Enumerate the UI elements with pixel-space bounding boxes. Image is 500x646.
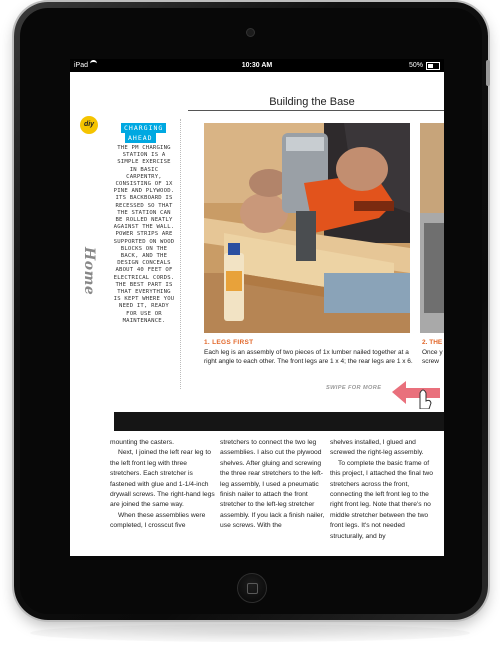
article-column-2 — [220, 438, 326, 532]
device-name: iPad — [74, 62, 89, 69]
article-paragraph: stretchers to connect the two leg assemblies. I also cut the plywood shelves. After gluing and screwing the three rear stretchers to the left-leg assembly, I used a pneumatic finish nailer to attach the front stretcher to the left-leg stretcher assembly. If you lack a finish nailer, use screws. With the — [220, 439, 325, 530]
caption-2-title: 2. THE — [422, 339, 443, 346]
sidebar-text: THE PM CHARGING STATION IS A SIMPLE EXERCISE IN BASIC CARPENTRY, CONSISTING OF 1X PINE AND PLYWOOD. ITS BACKBOARD IS RECESSED SO THAT THE STATION CAN BE ROLLED NEATLY AGAINST THE WALL. POWER STRIPS ARE SUPPORTED ON WOOD BLOCKS ON THE BACK, AND THE DESIGN CONCEALS ABOUT 40 FEET OF ELECTRICAL CORDS. THE BEST PART IS THAT EVERYTHING IS KEPT WHERE YOU NEED IT, READY FOR USE OR MAINTENANCE. — [113, 145, 175, 324]
status-bar — [70, 59, 444, 72]
article-column-1 — [110, 438, 216, 532]
front-camera — [246, 28, 255, 37]
caption-2-line1: Once y — [422, 349, 443, 356]
home-button-icon — [247, 583, 258, 594]
screen — [70, 59, 444, 556]
caption-2-body — [422, 348, 443, 366]
next-photo-peek[interactable] — [420, 123, 444, 333]
sidebar-tag-line2: AHEAD — [125, 133, 156, 143]
next-photo-illustration — [420, 123, 444, 333]
battery-percent: 50% — [408, 62, 423, 69]
battery-icon — [426, 62, 440, 70]
status-time: 10:30 AM — [241, 62, 273, 69]
article-paragraph: mounting the casters. — [110, 439, 174, 446]
header-divider — [188, 110, 444, 111]
status-right — [409, 59, 440, 72]
main-photo[interactable] — [204, 123, 410, 333]
caption-1-title: 1. LEGS FIRST — [204, 339, 254, 346]
article-paragraph: When these assemblies were completed, I crosscut five — [110, 511, 206, 530]
section-label-wrap — [81, 139, 110, 296]
caption-1-body: Each leg is an assembly of two pieces of 1x lumber nailed together at a right angle to each other. The front legs are 1 x 4; the rear legs are 1 x 6. — [204, 349, 413, 365]
page-title: Building the Base — [269, 96, 355, 108]
article-paragraph: Next, I joined the left rear leg to the left front leg with three stretchers. Each stretcher is fastened with glue and 1-1/4-inch drywall screws. The right-hand legs are joined the same way. — [110, 449, 215, 509]
nail-gun-photo-illustration — [204, 123, 410, 333]
section-divider-bar — [114, 412, 444, 431]
section-label: Home — [81, 247, 97, 296]
sidebar-divider — [180, 119, 181, 389]
caption-2-line2: screw — [422, 358, 439, 365]
home-button[interactable] — [237, 573, 267, 603]
device-shadow — [30, 624, 470, 642]
article-paragraph: shelves installed, I glued and screwed the right-leg assembly. — [330, 439, 424, 457]
side-switch — [486, 60, 490, 86]
swipe-arrow-icon[interactable] — [392, 379, 442, 409]
diy-badge: diy — [80, 116, 98, 134]
article-column-3 — [330, 438, 436, 542]
swipe-hint-label: SWIPE FOR MORE — [326, 385, 382, 391]
sidebar-tag-line1: CHARGING — [121, 123, 166, 133]
article-paragraph: To complete the basic frame of this project, I attached the final two stretchers across the front, connecting the left front leg to the right front leg. Note that there's no middle stretcher between the two front legs. It's not needed structurally, and by — [330, 459, 433, 540]
